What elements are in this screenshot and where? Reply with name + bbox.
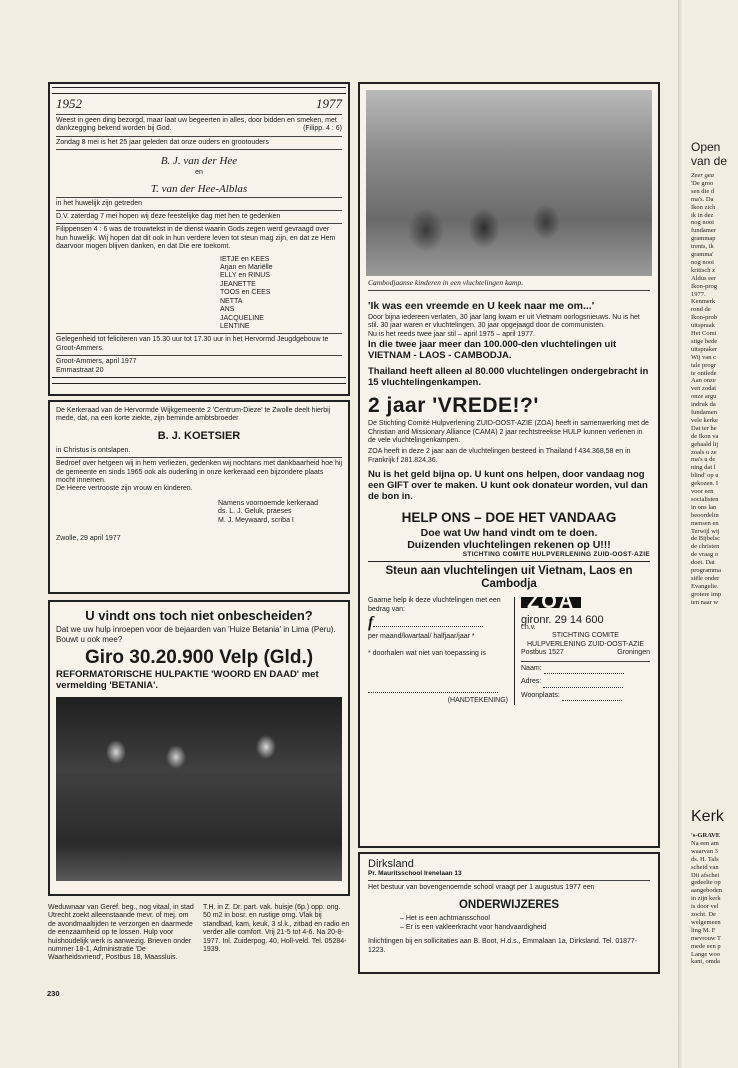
signature-field[interactable] <box>368 678 498 693</box>
anniversary-notice <box>48 82 350 396</box>
steun-headline: Steun aan vluchtelingen uit Vietnam, Laos en Cambodja <box>385 565 633 591</box>
zoa-paragraph-1: Door bijna iedereen verlaten, 30 jaar lang kwam er uit Vietnam oorlogsnieuws. Nu is het stil. 30 jaar waren er vluchtelingen. 30 jaar opgejaagd door de communisten. <box>368 314 640 330</box>
conjunction: en <box>195 169 203 177</box>
column-text-line: uitspraak <box>691 322 715 330</box>
betania-org: REFORMATORISCHE HULPAKTIE 'WOORD EN DAAD' met vermelding 'BETANIA'. <box>56 669 319 692</box>
signature-label: (HANDTEKENING) <box>447 696 508 704</box>
dirksland-info: Inlichtingen bij en sollicitaties aan B. Boot, H.d.s., Emmalaan 1a, Dirksland. Tel. 01877-1223. <box>368 938 638 954</box>
column-heading-2: van de <box>691 154 728 168</box>
ornamental-rule <box>52 377 346 384</box>
column-text-line: ds. H. Tals <box>691 855 719 863</box>
column-text-line: aangeboden <box>691 887 723 895</box>
column-text-line: de christen <box>691 543 720 551</box>
column-text-line: ten naar w <box>691 598 719 606</box>
column-heading-1: Open <box>691 140 721 154</box>
city-field[interactable]: Woonplaats: <box>521 692 650 701</box>
coupon-right <box>514 591 650 705</box>
column-text-line: gedeelte op <box>691 879 721 887</box>
donation-coupon <box>360 591 658 705</box>
column-text-line: Wij van c <box>691 353 717 361</box>
name-field[interactable]: Naam: <box>521 665 650 674</box>
column-text-line: socialisten <box>691 495 719 503</box>
column-text-line: in zijn kerk <box>691 895 721 903</box>
column-text-line: mevrouw T <box>691 934 722 942</box>
column-text-line: zoals u ze <box>691 448 717 456</box>
column-text-line: blind' op u <box>691 472 719 480</box>
column-text-line: nog nooi <box>691 258 714 266</box>
married-line: in het huwelijk zijn getreden <box>56 199 142 207</box>
refugee-children-photo <box>366 90 652 276</box>
column-text-line: Evangelie. <box>691 582 719 590</box>
column-text-line: ma's. Da <box>691 195 714 203</box>
name-wife: T. van der Hee-Alblas <box>150 182 248 195</box>
column-text-line: Ikon-prog <box>691 282 717 290</box>
zoa-appeal-ad <box>358 82 660 848</box>
stichting-line-1: STICHTING COMITE <box>552 632 619 640</box>
verse-ref: (Filipp. 4 : 6) <box>303 125 342 133</box>
column-text-line: sen die d <box>691 187 715 195</box>
dirksland-title: Dirksland <box>368 858 414 870</box>
amount-field[interactable]: f <box>368 616 508 627</box>
column-text-line: mensen en <box>691 519 719 527</box>
coupon-intro: Gaarne help ik deze vluchtelingen met een bedrag van: <box>368 597 501 613</box>
family-member: TOOS en CEES <box>220 289 271 297</box>
column-text-line: de Ikon va <box>691 432 719 440</box>
doe-line: Doe wat Uw hand vindt om te doen. <box>420 527 598 540</box>
year-right: 1977 <box>316 96 342 111</box>
column-text-line: Aldus eer <box>691 274 717 282</box>
column-text-line: Het Comi <box>691 330 717 337</box>
column-text-line: Lange woo <box>691 950 721 958</box>
column-text-line: uitspraker <box>691 345 717 353</box>
zoa-paragraph-4: ZOA heeft in deze 2 jaar aan de vluchtelingen besteed in Thailand f 434.368,58 en in Frankrijk f 281.824,36. <box>368 448 631 464</box>
anniversary-body: Filippensen 4 : 6 was de trouwtekst in de dienst waarin Gods zegen werd gevraagd over hun huwelijk. Wij hopen dat dit ook in hun verdere leven tot steun mag zijn, en dat ze Hem daarvoor mogen blijven danken, en dat Die ere toekomt. <box>56 226 336 251</box>
column-text-line: kant, omda <box>691 958 720 966</box>
dirksland-vacancy-ad <box>358 852 660 974</box>
page-gutter <box>678 0 684 1068</box>
page-number: 230 <box>47 989 60 998</box>
tnv: t.n.v. <box>521 624 536 632</box>
deceased-name: B. J. KOETSIER <box>157 429 241 442</box>
column-text-line: nog nooi <box>691 219 714 227</box>
place-date: Groot-Ammers, april 1977 <box>56 358 137 366</box>
reception-info: Gelegenheid tot feliciteren van 15.30 uur tot 17.30 uur in het Hervormd Jeugdgebouw te Groot-Ammers. <box>56 336 329 352</box>
zoa-bold-3: Nu is het geld bijna op. U kunt ons helpen, door vandaag nog een GIFT over te maken. U kunt ook donateur worden, vul dan de bon in. <box>368 469 648 503</box>
name-husband: B. J. van der Hee <box>160 155 238 168</box>
family-member: JACQUELINE <box>220 314 264 322</box>
column-text-line: indruk da <box>691 401 716 409</box>
column-text-line: ling M. F <box>691 926 716 934</box>
column-text-line: ven zodat <box>691 385 717 393</box>
school-name: Pr. Mauritsschool Irenelaan 13 <box>368 870 462 877</box>
column-text-line: is door vel <box>691 903 719 911</box>
address-field[interactable]: Adres: <box>521 678 650 687</box>
column-text-line: grotere imp <box>691 590 722 598</box>
elderly-group-photo <box>56 697 342 881</box>
giro-line: gironr. 29 14 600 <box>521 613 604 626</box>
column-text-line: 1977. <box>691 290 706 298</box>
classified-ads <box>48 904 350 984</box>
family-member: ELLY en RINUS <box>220 272 270 280</box>
column-text-line: Zeer gea <box>691 172 714 179</box>
column-text-line: rond de <box>691 306 711 314</box>
family-member: JEANETTE <box>220 280 256 288</box>
column-text-line: 'De groo <box>691 179 714 187</box>
column-text-line: doet. Dat <box>691 559 715 567</box>
coupon-left <box>368 597 508 705</box>
vrede-headline: 2 jaar 'VREDE!?' <box>368 394 539 418</box>
column-text-line: te ontlede <box>691 369 717 377</box>
postbus-line: Postbus 1527 Groningen <box>521 649 650 657</box>
zoa-logo: ZOA <box>521 597 581 607</box>
year-left: 1952 <box>56 96 82 111</box>
zoa-bold-1: In die twee jaar meer dan 100.000-den vluchtelingen uit VIETNAM - LAOS - CAMBODJA. <box>368 339 617 362</box>
column-text-line: fundamer <box>691 227 716 235</box>
column-text-line: siële onder <box>691 574 720 582</box>
column-text-line: beoordelin <box>691 511 719 519</box>
column-text-line: Dat ter he <box>691 424 717 432</box>
column-text-line: gekozen. I <box>691 480 719 488</box>
column-text-line: in ons lan <box>691 503 717 511</box>
zoa-paragraph-2: Nu is het reeds twee jaar stil – april 1975 – april 1977. <box>368 330 535 338</box>
column-text-line: de Bijbelsc <box>691 535 721 543</box>
column-text-line: Na een am <box>691 839 719 847</box>
ornamental-rule <box>52 87 346 94</box>
vacancy-item: – Er is een vakleerkracht voor handvaardigheid <box>400 923 547 931</box>
obituary-notice <box>48 400 350 594</box>
photo-caption: Cambodjaanse kinderen in een vluchtelingen kamp. <box>368 278 524 287</box>
column-text-line: Ikon zich <box>691 203 716 211</box>
obituary-intro: De Kerkeraad van de Hervormde Wijkgemeente 2 'Centrum-Dieze' te Zwolle deelt hierbij mede, dat, na een korte ziekte, zijn beminde ambtsbroeder <box>56 407 331 423</box>
column-text-line: ning dat l <box>691 464 716 472</box>
stichting-line-2: HULPVERLENING ZUID-OOST-AZIE <box>526 640 645 648</box>
family-list <box>220 256 348 332</box>
column-text-line: trents, ik <box>691 243 714 251</box>
column-text-line: 's-GRAVE <box>691 832 721 839</box>
column-text-line: onze argu <box>691 393 717 401</box>
column-text-line: mede een p <box>691 942 721 950</box>
period-field[interactable]: per maand/kwartaal/ halfjaar/jaar * <box>368 633 475 641</box>
obituary-closing: De Heere vertrooste zijn vrouw en kinderen. <box>56 485 193 493</box>
comite-line: STICHTING COMITE HULPVERLENING ZUID-OOST-AZIE <box>462 551 650 559</box>
vacancy-heading: ONDERWIJZERES <box>458 899 560 912</box>
column-text-line: grammap <box>691 235 716 243</box>
column-text-line: Terwijl wij <box>691 527 720 535</box>
coupon-note: * doorhalen wat niet van toepassing is <box>368 649 486 657</box>
column-heading-3: Kerk <box>691 808 724 825</box>
column-text-line: ik in dez <box>691 211 714 219</box>
zoa-bold-2: Thailand heeft alleen al 80.000 vluchtelingen ondergebracht in 15 vluchtelingenkampen. <box>368 366 649 389</box>
dirksland-text: Het bestuur van bovengenoemde school vraagt per 1 augustus 1977 een <box>368 884 595 891</box>
column-text-line: Aan onze <box>691 377 716 385</box>
column-text-line: gramma' <box>691 251 714 258</box>
zoa-paragraph-3: De Stichting Comité Hulpverlening ZUID-OOST-AZIE (ZOA) heeft in samenwerking met de Christian and Missionary Alliance (CAMA) 2 jaar rechtstreekse HULP kunnen verlenen in de vele vluchtelingenkampen. <box>368 420 649 445</box>
duizenden-line: Duizenden vluchtelingen rekenen op U!!! <box>407 539 611 552</box>
column-text-line: tale progr <box>691 361 717 369</box>
giro-number: Giro 30.20.900 Velp (Gld.) <box>84 647 314 669</box>
column-text-line: scheid van <box>691 863 719 871</box>
column-text-line: programma <box>691 567 721 574</box>
classified-holiday-house: T.H. in Z. Dr. part. vak. huisje (6p.) opp. ong. 50 m2 in bosr. en rustige omg. Vlak bij standbad, kam, keuk, 3 sl.k., zitbad en radio en verder alle comfort. Vrij 21-5 tot 4-6. Na 20-8-1977. Inl. Zuiderpog. 40, Holl-veld. Tel. 05284-1939. <box>203 904 350 954</box>
anniversary-intro: Zondag 8 mei is het 25 jaar geleden dat onze ouders en grootouders <box>56 138 269 146</box>
betania-headline: U vindt ons toch niet onbescheiden? <box>85 608 313 623</box>
family-member: Arjan en Mariëlle <box>220 264 273 272</box>
column-text-line: waarvan 3 <box>691 847 718 855</box>
column-text-line: voor een <box>691 488 714 495</box>
betania-text: Dat we uw hulp inroepen voor de bejaarden van 'Huize Betania' in Lima (Peru). Bouwt u ook mee? <box>56 625 336 644</box>
family-member: NETTA <box>220 297 243 305</box>
obituary-signature: Namens voornoemde kerkeraad ds. L. J. Geluk, praeses M. J. Meywaard, scriba I <box>218 499 318 524</box>
celebrate-line: D.V. zaterdag 7 mei hopen wij deze feestelijke dag met hen te gedenken <box>56 213 281 221</box>
address: Emmastraat 20 <box>56 366 104 374</box>
obituary-passed: in Christus is ontslapen. <box>56 446 131 454</box>
help-ons-headline: HELP ONS – DOE HET VANDAAG <box>401 510 617 526</box>
column-text-line: ma's u de <box>691 456 716 464</box>
family-member: LENTINE <box>220 322 250 330</box>
column-text-line: stige bede <box>691 337 718 345</box>
family-member: IETJE en KEES <box>220 255 270 263</box>
column-text-line: de vraag o <box>691 551 719 559</box>
column-text-line: welgemeen <box>691 918 721 926</box>
adjacent-page-column <box>688 0 738 1068</box>
column-text-line: fundamen <box>691 409 717 416</box>
obituary-body: Bedroef over hetgeen wij in hem verliezen, gedenken wij nochtans met dankbaarheid hoe hij de gemeente en sinds 1965 ook als ouderling in onze kerkeraad een bijzondere plaats mocht innemen. <box>56 460 343 485</box>
classified-widower: Weduwnaar van Geref. beg., nog vitaal, in stad Utrecht zoekt alleenstaande mevr. of mej. om de avondmaaltijden te verzorgen en daarmede de eenzaamheid op te lossen. Hulp voor huishoudelijk werk is aanwezig. Brieven onder nummer 18-1, Administratie 'De Waarheidsvriend', Postbus 18, Maassluis. <box>48 904 194 962</box>
betania-ad <box>48 600 350 896</box>
column-text-line: Kenmerk <box>691 298 716 306</box>
vacancy-item: – Het is een achtmansschool <box>400 915 490 923</box>
obituary-place-date: Zwolle, 29 april 1977 <box>56 535 121 543</box>
column-text-line: Ikon-prob <box>691 314 717 322</box>
year-row <box>50 94 348 112</box>
family-member: ANS <box>220 306 235 314</box>
column-text-line: vele kerke <box>691 416 718 424</box>
verse: Weest in geen ding bezorgd, maar laat uw begeerten in alles, door bidden en smeken, met dankzegging bekend worden bij God. (Filipp. 4 : 6) <box>56 117 342 133</box>
column-text-line: kritisch z <box>691 266 716 274</box>
quote-headline: 'Ik was een vreemde en U keek naar me om...' <box>368 300 595 312</box>
column-text-line: Dit afschei <box>691 871 720 879</box>
column-text-line: gehaald lij <box>691 440 719 448</box>
column-text-line: zocht. De <box>691 911 716 918</box>
